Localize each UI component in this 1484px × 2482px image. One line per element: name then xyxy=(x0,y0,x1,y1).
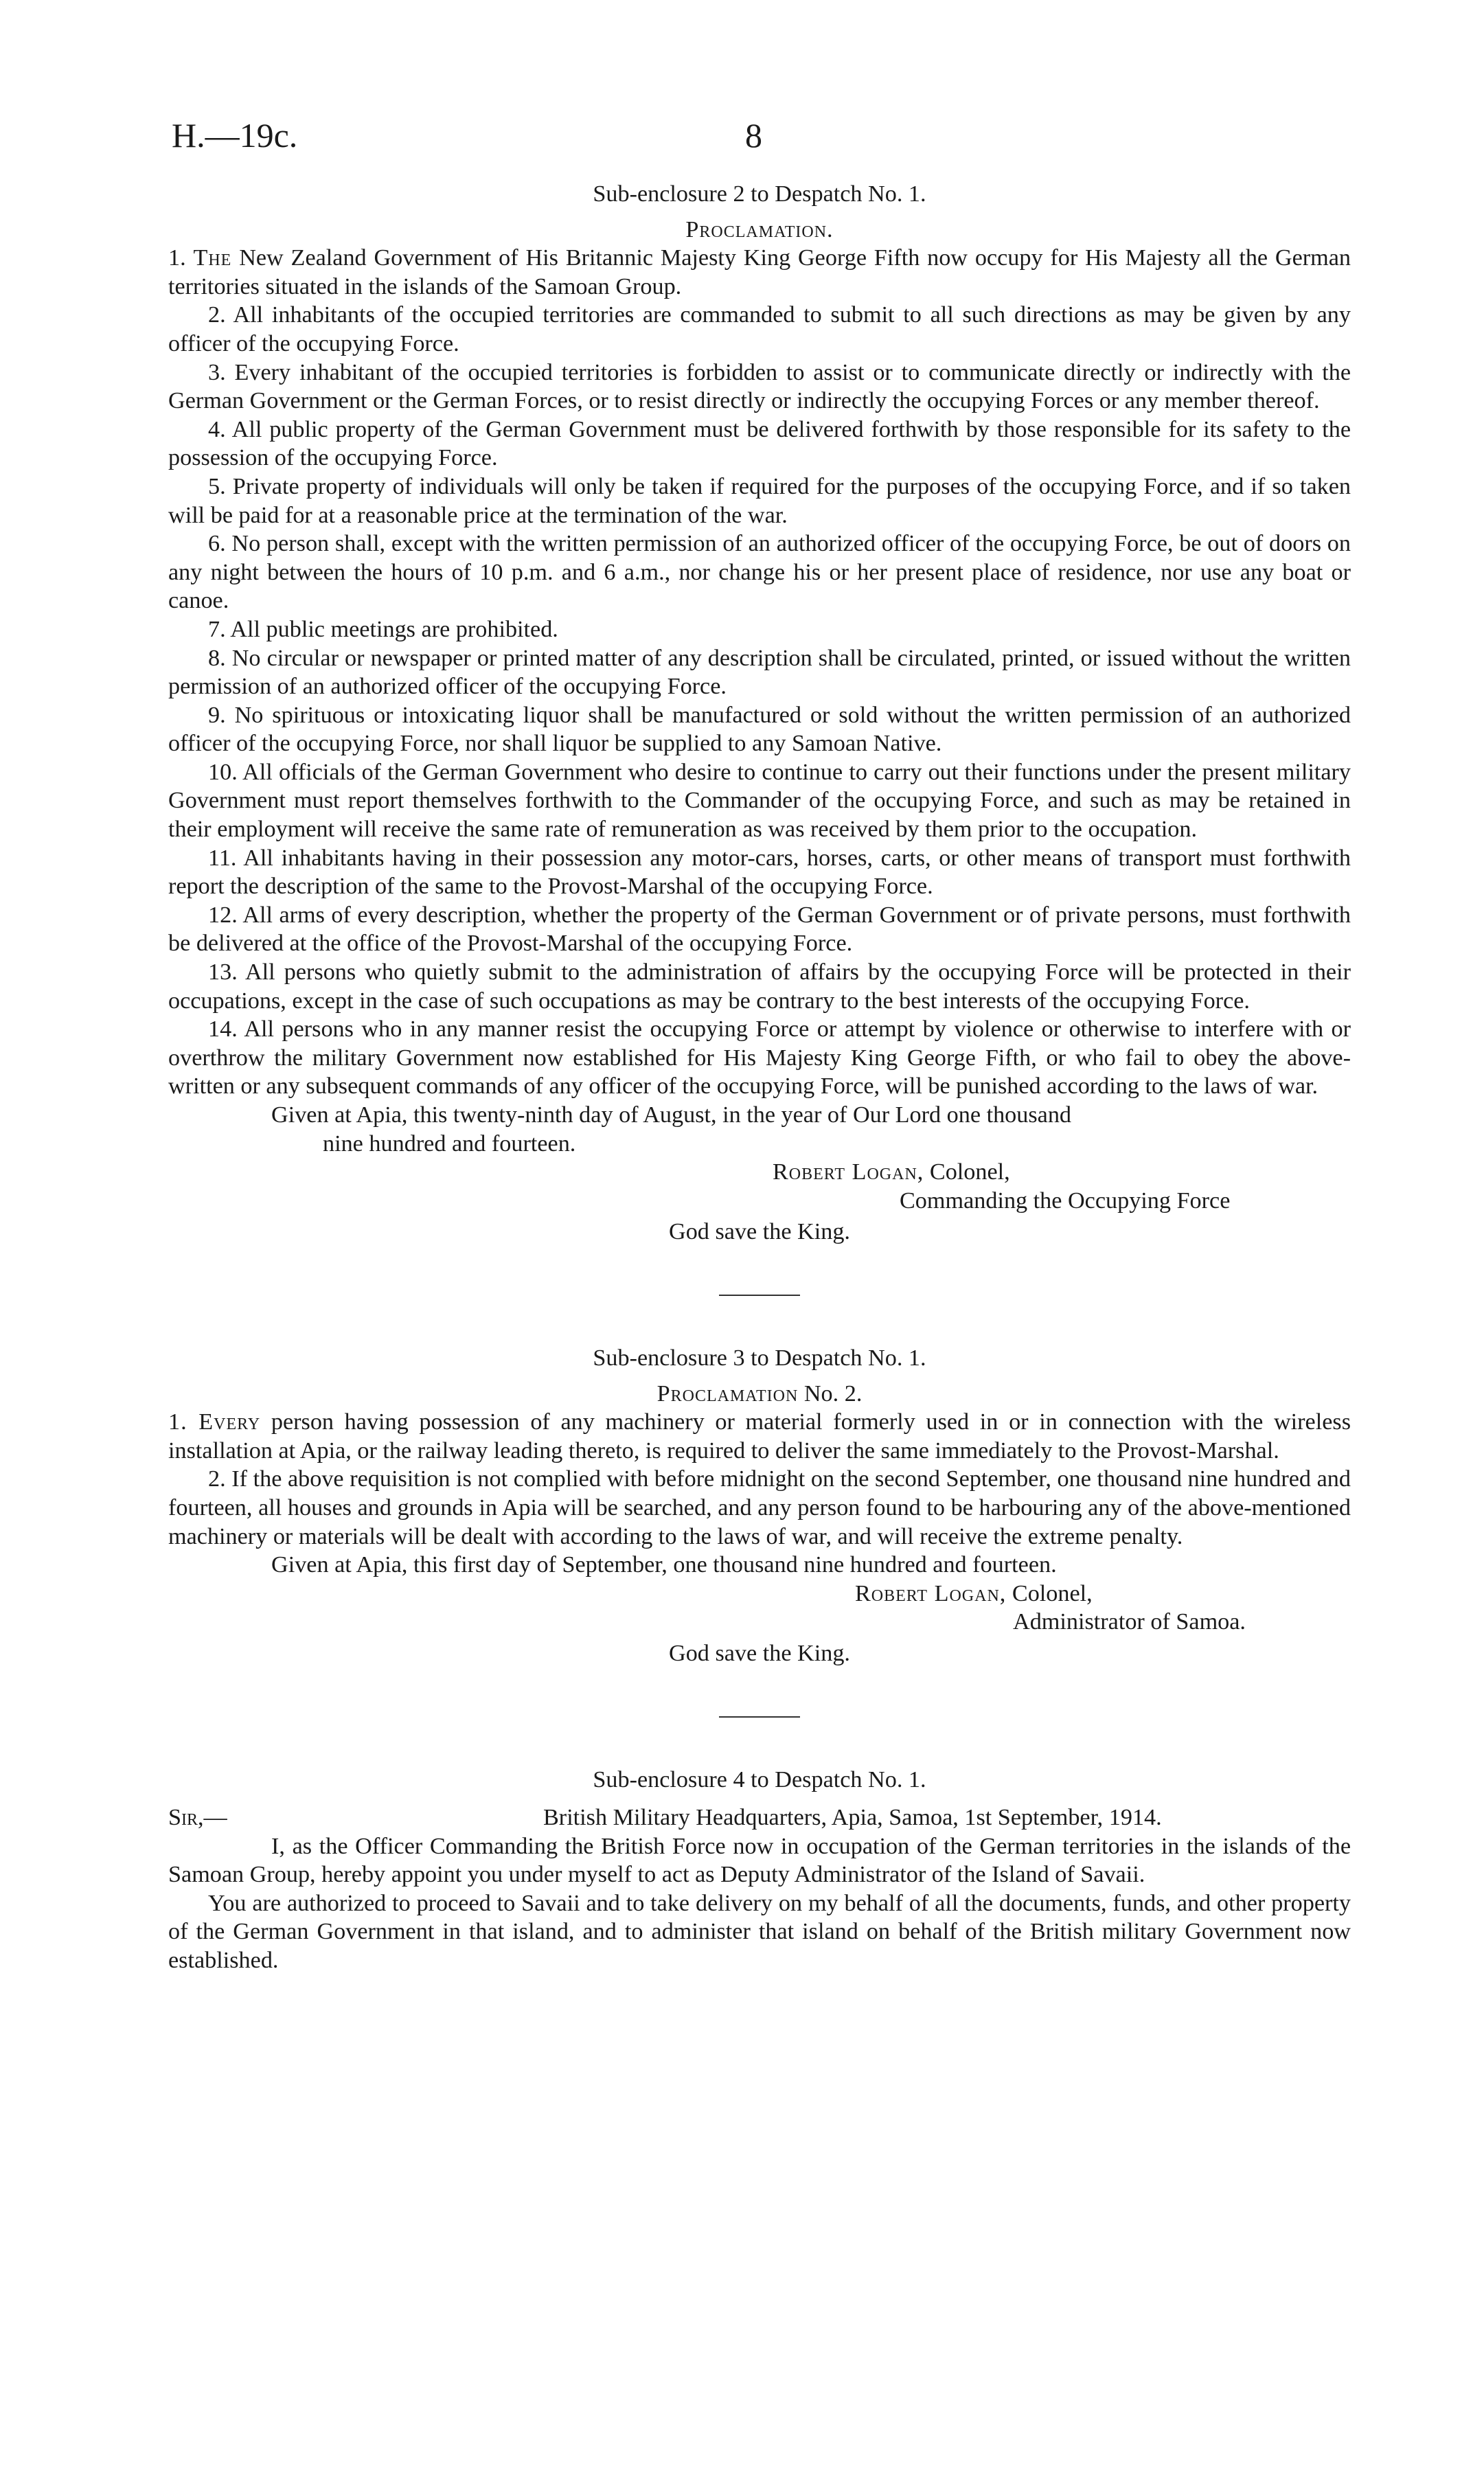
sub-enclosure-3 xyxy=(168,1344,1351,1668)
paragraph-14: 14. All persons who in any manner resist the occupying Force or attempt by violence or otherwise to interfere with or overthrow the military Government now established for His Majesty King George Fifth, or who fail to obey the above-written or any subsequent commands of any officer of the occupying Force, will be punished according to the laws of war. xyxy=(168,1016,1351,1100)
signature-name: Robert Logan, Colonel, xyxy=(773,1159,1010,1185)
letter-paragraph-1: I, as the Officer Commanding the British Force now in occupation of the German territories in the islands of the Samoan Group, hereby appoint you under myself to act as Deputy Administrator of the Island of Savaii. xyxy=(168,1833,1351,1888)
paragraph-11: 11. All inhabitants having in their possession any motor-cars, horses, carts, or other means of transport must forthwith report the description of the same to the Provost-Marshal of the occupying Force. xyxy=(168,845,1351,900)
paragraph-3: 3. Every inhabitant of the occupied territories is forbidden to assist or to communicate directly or indirectly with the German Government or the German Forces, or to resist directly or indirectly the occupying Forces or any member thereof. xyxy=(168,359,1351,414)
given-at-line: Given at Apia, this twenty-ninth day of August, in the year of Our Lord one thousand nine hundred and fourteen. xyxy=(271,1102,1072,1157)
page-number: 8 xyxy=(745,116,762,155)
document-body xyxy=(168,180,1351,1975)
paragraph-8: 8. No circular or newspaper or printed matter of any description shall be circulated, printed, or issued without the written permission of an authorized officer of the occupying Force. xyxy=(168,645,1351,700)
sub-enclosure-heading: Sub-enclosure 2 to Despatch No. 1. xyxy=(593,181,926,207)
sub-enclosure-heading: Sub-enclosure 3 to Despatch No. 1. xyxy=(593,1345,926,1371)
salutation: Sir,— xyxy=(168,1805,227,1831)
proclamation-title: Proclamation. xyxy=(685,216,834,242)
paragraph-7: 7. All public meetings are prohibited. xyxy=(208,616,558,642)
section-divider xyxy=(719,1295,800,1296)
paragraph-5: 5. Private property of individuals will only be taken if required for the purposes of the occupying Force, and if so taken will be paid for at a reasonable price at the termination of the war. xyxy=(168,473,1351,528)
section-divider xyxy=(719,1716,800,1718)
sub-enclosure-heading: Sub-enclosure 4 to Despatch No. 1. xyxy=(593,1766,926,1792)
paragraph-lead: 1. Every xyxy=(168,1409,261,1435)
paragraph-1: 1. The New Zealand Government of His Britannic Majesty King George Fifth now occupy for His Majesty all the German territories situated in the islands of the Samoan Group. xyxy=(168,245,1351,299)
god-save-the-king: God save the King. xyxy=(669,1219,850,1245)
paragraph-10: 10. All officials of the German Government who desire to continue to carry out their functions under the present military Government must report themselves forthwith to the Commander of the occupying Force, and such as may be retained in their employment will receive the same rate of remuneration as was received by them prior to the occupation. xyxy=(168,759,1351,843)
sub-enclosure-2 xyxy=(168,180,1351,1246)
paragraph-1 xyxy=(168,1408,1351,1465)
paragraph-4: 4. All public property of the German Government must be delivered forthwith by those responsible for its safety to the possession of the occupying Force. xyxy=(168,416,1351,471)
letter-header xyxy=(168,1803,1351,1832)
paragraph-13: 13. All persons who quietly submit to the administration of affairs by the occupying Force will be protected in their occupations, except in the case of such occupations as may be contrary to the best interests of the occupying Force. xyxy=(168,959,1351,1014)
paragraph-2: 2. If the above requisition is not complied with before midnight on the second September, one thousand nine hundred and fourteen, all houses and grounds in Apia will be searched, and any person found to be harbouring any of the above-mentioned machinery or materials will be dealt with according to the laws of war, and will receive the extreme penalty. xyxy=(168,1466,1351,1549)
dateline: British Military Headquarters, Apia, Samoa, 1st September, 1914. xyxy=(543,1805,1162,1831)
paragraph-9: 9. No spirituous or intoxicating liquor shall be manufactured or sold without the written permission of an authorized officer of the occupying Force, nor shall liquor be supplied to any Samoan Native. xyxy=(168,702,1351,757)
paragraph-text: New Zealand Government of His Britannic Majesty King George Fifth now occupy for His Majesty all the German territories situated in the islands of the Samoan Group. xyxy=(168,245,1351,299)
paragraph-12: 12. All arms of every description, whether the property of the German Government or of private persons, must forthwith be delivered at the office of the Provost-Marshal of the occupying Force. xyxy=(168,902,1351,957)
signature-title: Commanding the Occupying Force xyxy=(900,1187,1231,1214)
signature-name: Robert Logan, Colonel, xyxy=(855,1580,1093,1606)
god-save-the-king: God save the King. xyxy=(669,1640,850,1666)
sub-enclosure-4 xyxy=(168,1766,1351,1975)
paragraph-6: 6. No person shall, except with the written permission of an authorized officer of the occupying Force, be out of doors on any night between the hours of 10 p.m. and 6 a.m., nor change his or her present place of residence, nor use any boat or canoe. xyxy=(168,531,1351,614)
document-reference: H.—19c. xyxy=(172,116,298,155)
signature-title: Administrator of Samoa. xyxy=(1013,1609,1246,1635)
letter-paragraph-2: You are authorized to proceed to Savaii and to take delivery on my behalf of all the documents, funds, and other property of the German Government in that island, and to administer that island on behalf of the British military Government now established. xyxy=(168,1890,1351,1974)
given-at-line: Given at Apia, this first day of September, one thousand nine hundred and fourteen. xyxy=(271,1552,1057,1578)
paragraph-lead: The xyxy=(193,245,232,271)
paragraph-text: person having possession of any machinery or material formerly used in or in connection with the wireless installation at Apia, or the railway leading thereto, is required to deliver the same immediately to the Provost-Marshal. xyxy=(168,1409,1351,1464)
proclamation-title: Proclamation No. 2. xyxy=(657,1380,863,1407)
paragraph-2: 2. All inhabitants of the occupied territories are commanded to submit to all such directions as may be given by any officer of the occupying Force. xyxy=(168,302,1351,356)
